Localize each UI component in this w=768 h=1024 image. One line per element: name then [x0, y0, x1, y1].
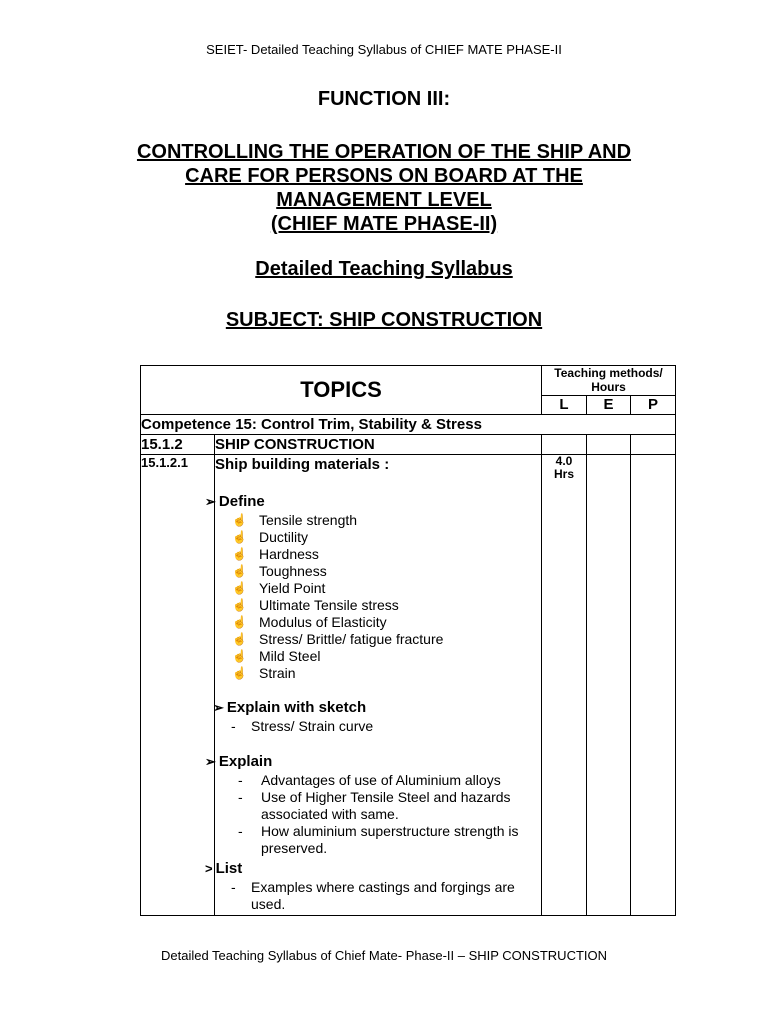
dash-bullet: - [238, 789, 243, 805]
list-item [215, 631, 541, 648]
list-item [215, 597, 541, 614]
col-l-header: L [542, 396, 587, 415]
list-item-text: Examples where castings and forgings are used. [251, 879, 515, 912]
list-item [215, 614, 541, 631]
list-item [215, 580, 541, 597]
teaching-methods-line2: Hours [591, 380, 626, 394]
list-heading [205, 859, 541, 879]
define-list [215, 512, 541, 682]
section-p-cell [631, 435, 676, 455]
hand-pointer-icon: ☝ [232, 530, 247, 544]
list-item-text: Hardness [259, 546, 319, 562]
content-row [141, 455, 676, 916]
list-item [215, 665, 541, 682]
arrow-bullet-icon: ➢ [205, 754, 216, 769]
topics-header: TOPICS [141, 366, 542, 415]
section-row [141, 435, 676, 455]
list-item-text: Stress/ Strain curve [251, 718, 374, 734]
function-title-line: (CHIEF MATE PHASE-II) [270, 213, 498, 235]
sketch-heading [213, 698, 541, 718]
list-item [215, 529, 541, 546]
list-item [215, 648, 541, 665]
sketch-list [215, 718, 541, 735]
section-e-cell [587, 435, 631, 455]
list-item-text: Yield Point [259, 580, 326, 596]
hand-pointer-icon: ☝ [232, 564, 247, 578]
function-title-line: CONTROLLING THE OPERATION OF THE SHIP AND [136, 141, 632, 163]
arrow-bullet-icon: ➢ [213, 700, 224, 715]
col-e-header: E [587, 396, 631, 415]
lecture-hours-value: 4.0 [555, 454, 573, 468]
function-title [0, 140, 768, 236]
lecture-hours-unit: Hrs [554, 467, 575, 481]
subsection-content [205, 455, 542, 916]
list-item [215, 772, 541, 789]
practical-hours-cell [631, 455, 676, 916]
examples-list [215, 879, 541, 913]
define-heading [205, 492, 541, 512]
dash-bullet: - [238, 772, 243, 788]
hand-pointer-icon: ☝ [232, 632, 247, 646]
list-item-text: How aluminium superstructure strength is preserved. [261, 823, 519, 856]
hand-pointer-icon: ☝ [232, 513, 247, 527]
list-item [215, 789, 541, 823]
list-item-text: Ductility [259, 529, 309, 545]
list-item [215, 718, 541, 735]
page-footer: Detailed Teaching Syllabus of Chief Mate- Phase-II – SHIP CONSTRUCTION [160, 948, 608, 963]
section-number: 15.1.2 [141, 435, 215, 455]
arrow-bullet-icon: ➢ [205, 494, 216, 509]
teaching-methods-line1: Teaching methods/ [554, 366, 663, 380]
list-item-text: Use of Higher Tensile Steel and hazards associated with same. [261, 789, 511, 822]
subsection-title: Ship building materials : [215, 456, 390, 473]
table-header-row [141, 366, 676, 396]
dash-bullet: - [231, 718, 236, 734]
list-item [215, 512, 541, 529]
list-item-text: Stress/ Brittle/ fatigue fracture [259, 631, 444, 647]
hand-pointer-icon: ☝ [232, 598, 247, 612]
list-heading-text: List [215, 860, 243, 877]
syllabus-table [140, 365, 676, 916]
hand-pointer-icon: ☝ [232, 581, 247, 595]
hand-pointer-icon: ☝ [232, 649, 247, 663]
list-item-text: Strain [259, 665, 296, 681]
teaching-methods-header [542, 366, 676, 396]
lecture-hours-cell [542, 455, 587, 916]
syllabus-heading: Detailed Teaching Syllabus [255, 258, 513, 280]
list-item-text: Modulus of Elasticity [259, 614, 387, 630]
hand-pointer-icon: ☝ [232, 666, 247, 680]
sketch-heading-text: Explain with sketch [226, 699, 367, 716]
dash-bullet: - [238, 823, 243, 839]
list-item-text: Ultimate Tensile stress [259, 597, 399, 613]
explain-heading-text: Explain [218, 753, 273, 770]
subsection-number: 15.1.2.1 [141, 455, 215, 916]
list-item-text: Advantages of use of Aluminium alloys [261, 772, 501, 788]
explain-heading [205, 752, 541, 772]
col-p-header: P [631, 396, 676, 415]
exercise-hours-cell [587, 455, 631, 916]
hand-pointer-icon: ☝ [232, 615, 247, 629]
section-title: SHIP CONSTRUCTION [215, 435, 542, 455]
subject-heading: SUBJECT: SHIP CONSTRUCTION [225, 309, 543, 331]
arrow-bullet-icon: > [205, 861, 213, 876]
list-item [215, 879, 541, 913]
competence-label: Competence 15: Control Trim, Stability & Stress [141, 415, 676, 435]
dash-bullet: - [231, 879, 236, 895]
hand-pointer-icon: ☝ [232, 547, 247, 561]
section-l-cell [542, 435, 587, 455]
list-item-text: Toughness [259, 563, 327, 579]
list-item-text: Tensile strength [259, 512, 358, 528]
list-item [215, 823, 541, 857]
explain-list [215, 772, 541, 857]
function-heading: FUNCTION III: [317, 88, 451, 110]
function-title-line: CARE FOR PERSONS ON BOARD AT THE [185, 165, 583, 187]
list-item [215, 546, 541, 563]
list-item [215, 563, 541, 580]
competence-row [141, 415, 676, 435]
list-item-text: Mild Steel [259, 648, 321, 664]
page-header: SEIET- Detailed Teaching Syllabus of CHIEF MATE PHASE-II [206, 42, 562, 57]
define-heading-text: Define [218, 493, 265, 510]
function-title-line: MANAGEMENT LEVEL [276, 189, 492, 211]
